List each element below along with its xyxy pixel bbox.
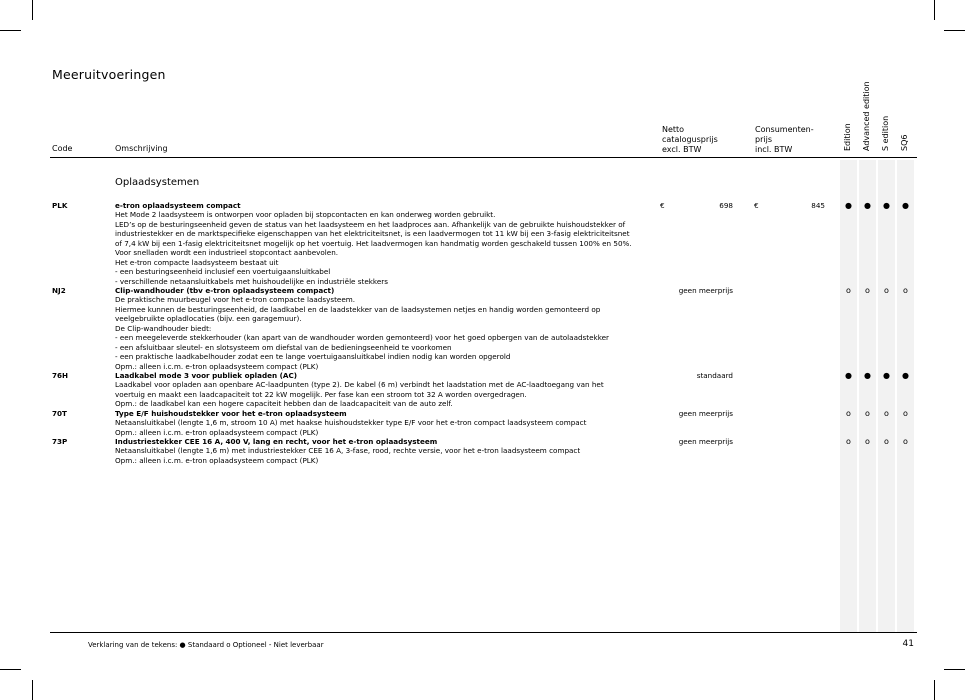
availability-edition: ● xyxy=(845,371,852,380)
availability-s-edition: o xyxy=(884,409,889,418)
availability-edition: ● xyxy=(845,201,852,210)
header-edition: Edition xyxy=(843,123,852,151)
crop-mark xyxy=(32,0,33,20)
availability-advanced: ● xyxy=(864,201,871,210)
page-number: 41 xyxy=(902,639,914,649)
crop-mark xyxy=(944,669,965,670)
availability-sq6: ● xyxy=(902,371,909,380)
option-code: 76H xyxy=(52,371,69,380)
option-title: Clip-wandhouder (tbv e-tron oplaadsysteem compact) xyxy=(115,286,335,295)
option-title: e-tron oplaadsysteem compact xyxy=(115,201,241,210)
availability-s-edition: o xyxy=(884,437,889,446)
option-title: Type E/F huishoudstekker voor het e-tron oplaadsysteem xyxy=(115,409,347,418)
net-price: standaard xyxy=(696,371,733,380)
edition-column-bg xyxy=(897,160,914,632)
header-code: Code xyxy=(52,144,73,153)
page-title: Meeruitvoeringen xyxy=(52,67,166,82)
availability-edition: o xyxy=(846,437,851,446)
header-description: Omschrijving xyxy=(115,144,168,153)
header-rule xyxy=(50,157,917,158)
availability-advanced: o xyxy=(865,437,870,446)
availability-edition: o xyxy=(846,286,851,295)
crop-mark xyxy=(934,0,935,20)
option-description: Clip-wandhouder (tbv e-tron oplaadsysteem compact) De praktische muurbeugel voor het e-tron compacte laadsysteem. Hiermee kunnen de besturingseenheid, de laadkabel en de laadstekker van de laadsystemen netjes en handig worden gemonteerd op veelgebruikte opladlocaties (bijv. een garagemuur). De Clip-wandhouder biedt: - een meegeleverde stekkerhouder (kan apart van de wandhouder worden gemonteerd) voor het goed opbergen van de autolaadstekker - een afsluitbaar sleutel- en slotsysteem om diefstal van de bedieningseenheid te voorkomen - een praktische laadkabelhouder zodat een te lange voertuigaansluitkabel indien nodig kan worden opgerold Opm.: alleen i.c.m. e-tron oplaadsysteem compact (PLK) xyxy=(115,286,635,371)
edition-column-bg xyxy=(840,160,857,632)
availability-s-edition: o xyxy=(884,286,889,295)
header-advanced-edition: Advanced edition xyxy=(862,81,871,151)
option-code: NJ2 xyxy=(52,286,66,295)
consumer-price: 845 xyxy=(811,201,825,210)
net-price: geen meerprijs xyxy=(678,286,733,295)
edition-column-bg xyxy=(878,160,895,632)
option-code: 73P xyxy=(52,437,68,446)
crop-mark xyxy=(934,680,935,700)
option-title: Laadkabel mode 3 voor publiek opladen (AC) xyxy=(115,371,298,380)
crop-mark xyxy=(0,30,21,31)
edition-column-bg xyxy=(859,160,876,632)
net-price: geen meerprijs xyxy=(678,409,733,418)
option-code: PLK xyxy=(52,201,68,210)
option-description: Laadkabel mode 3 voor publiek opladen (AC) Laadkabel voor opladen aan openbare AC-laadpunten (type 2). De kabel (6 m) verbindt het laadstation met de AC-laadtoegang van het voertuig en maakt een laadcapaciteit tot 22 kW mogelijk. Per fase kan een stroom tot 32 A worden overgedragen. Opm.: de laadkabel kan een hogere capaciteit hebben dan de laadcapaciteit van de auto zelf. xyxy=(115,371,635,409)
section-title: Oplaadsystemen xyxy=(115,177,200,188)
option-description: Type E/F huishoudstekker voor het e-tron oplaadsysteem Netaansluitkabel (lengte 1,6 m, stroom 10 A) met haakse huishoudstekker type E/F voor het e-tron compact laadsysteem compact Opm.: alleen i.c.m. e-tron oplaadsysteem compact (PLK) xyxy=(115,409,635,437)
currency-symbol: € xyxy=(754,201,759,210)
footer-rule xyxy=(50,632,917,633)
availability-sq6: ● xyxy=(902,201,909,210)
net-price: geen meerprijs xyxy=(678,437,733,446)
crop-mark xyxy=(944,30,965,31)
crop-mark xyxy=(32,680,33,700)
header-consumer-price: Consumenten- prijs incl. BTW xyxy=(755,125,814,154)
option-title: Industriestekker CEE 16 A, 400 V, lang en recht, voor het e-tron oplaadsysteem xyxy=(115,437,438,446)
availability-sq6: o xyxy=(903,409,908,418)
availability-advanced: ● xyxy=(864,371,871,380)
option-code: 70T xyxy=(52,409,67,418)
header-sq6: SQ6 xyxy=(900,134,909,151)
crop-mark xyxy=(0,669,21,670)
availability-s-edition: ● xyxy=(883,201,890,210)
availability-advanced: o xyxy=(865,286,870,295)
availability-sq6: o xyxy=(903,286,908,295)
availability-s-edition: ● xyxy=(883,371,890,380)
option-description: e-tron oplaadsysteem compact Het Mode 2 laadsysteem is ontworpen voor opladen bij stopcontacten en kan onderweg worden gebruikt. LED’s op de besturingseenheid geven de status van het laadsysteem en het laadproces aan. Afhankelijk van de gebruikte huishoudstekker of industriestekker en de marktspecifieke eigenschappen van het elektriciteitsnet, is een laadvermogen tot 11 kW bij een 3-fasig elektriciteitsnet of 7,4 kW bij een 1-fasig elektriciteitsnet mogelijk op het voertuig. Het laadvermogen kan handmatig worden geschakeld tussen 100% en 50%. Voor snelladen wordt een industrieel stopcontact aanbevolen. Het e-tron compacte laadsysteem bestaat uit - een besturingseenheid inclusief een voertuigaansluitkabel - verschillende netaansluitkabels met huishoudelijke en industriële stekkers xyxy=(115,201,635,286)
header-net-price: Netto catalogusprijs excl. BTW xyxy=(662,125,718,154)
availability-edition: o xyxy=(846,409,851,418)
currency-symbol: € xyxy=(660,201,665,210)
header-s-edition: S edition xyxy=(881,115,890,151)
availability-sq6: o xyxy=(903,437,908,446)
availability-advanced: o xyxy=(865,409,870,418)
option-description: Industriestekker CEE 16 A, 400 V, lang en recht, voor het e-tron oplaadsysteem Netaansluitkabel (lengte 1,6 m) met industriestekker CEE 16 A, 3-fase, rood, rechte versie, voor het e-tron laadsysteem compact Opm.: alleen i.c.m. e-tron oplaadsysteem compact (PLK) xyxy=(115,437,635,465)
net-price: 698 xyxy=(719,201,733,210)
legend: Verklaring van de tekens: ● Standaard o Optioneel - Niet leverbaar xyxy=(88,641,324,649)
